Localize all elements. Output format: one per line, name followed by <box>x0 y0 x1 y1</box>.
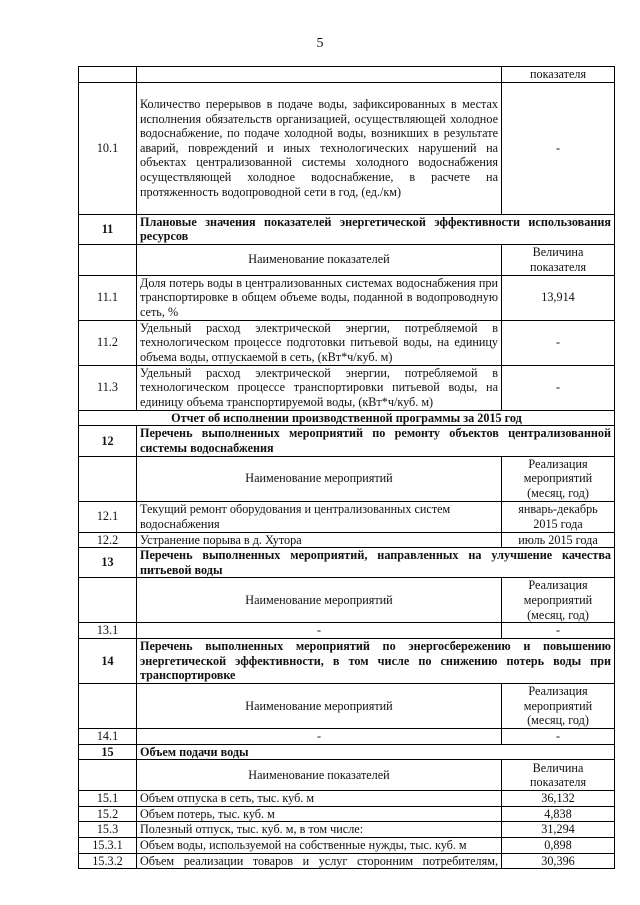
section-title: Перечень выполненных мероприятий по энергосбережению и повышению энергетической эффективности, в том числе по снижению потерь воды при транспортировке <box>137 638 615 683</box>
table-row <box>79 791 615 807</box>
column-header-value: Величина показателя <box>502 244 615 275</box>
indicator-value: 30,396 <box>502 853 615 869</box>
section-header-row <box>79 744 615 760</box>
activity-period: - <box>502 623 615 639</box>
indicator-name-cell <box>137 67 502 83</box>
row-number: 12.2 <box>79 532 137 548</box>
table-row <box>79 67 615 83</box>
indicator-unit-cell: показателя <box>502 67 615 83</box>
activity-name: Текущий ремонт оборудования и централизованных систем водоснабжения <box>137 501 502 532</box>
row-number: 14.1 <box>79 728 137 744</box>
section-header-row <box>79 214 615 244</box>
row-number-cell <box>79 67 137 83</box>
row-number-cell <box>79 760 137 791</box>
row-number: 13.1 <box>79 623 137 639</box>
table-row <box>79 853 615 869</box>
section-title: Объем подачи воды <box>137 744 615 760</box>
indicator-name: Объем реализации товаров и услуг сторонним потребителям, <box>137 853 502 869</box>
indicator-name: Полезный отпуск, тыс. куб. м, в том числе: <box>137 822 502 838</box>
table-row <box>79 837 615 853</box>
activity-name: Устранение порыва в д. Хутора <box>137 532 502 548</box>
section-title: Плановые значения показателей энергетической эффективности использования ресурсов <box>137 214 615 244</box>
section-number: 15 <box>79 744 137 760</box>
activity-period: - <box>502 728 615 744</box>
activity-period: январь-декабрь 2015 года <box>502 501 615 532</box>
row-number-cell <box>79 244 137 275</box>
program-report-table <box>78 66 615 869</box>
section-title: Перечень выполненных мероприятий, направленных на улучшение качества питьевой воды <box>137 548 615 578</box>
section-header-row <box>79 548 615 578</box>
column-header-value: Реализация мероприятий (месяц, год) <box>502 683 615 728</box>
column-header-row <box>79 683 615 728</box>
column-header-name: Наименование мероприятий <box>137 456 502 501</box>
section-number: 11 <box>79 214 137 244</box>
indicator-value: 4,838 <box>502 806 615 822</box>
table-row <box>79 532 615 548</box>
activity-name: - <box>137 728 502 744</box>
row-number: 15.1 <box>79 791 137 807</box>
section-header-row <box>79 638 615 683</box>
row-number: 15.3.2 <box>79 853 137 869</box>
column-header-value: Реализация мероприятий (месяц, год) <box>502 456 615 501</box>
table-row <box>79 501 615 532</box>
indicator-name: Объем отпуска в сеть, тыс. куб. м <box>137 791 502 807</box>
row-number: 11.2 <box>79 320 137 365</box>
column-header-name: Наименование показателей <box>137 244 502 275</box>
page-number: 5 <box>316 36 324 51</box>
column-header-value: Величина показателя <box>502 760 615 791</box>
row-number: 10.1 <box>79 82 137 214</box>
row-number: 15.3.1 <box>79 837 137 853</box>
row-number-cell <box>79 683 137 728</box>
indicator-value: 31,294 <box>502 822 615 838</box>
section-number: 13 <box>79 548 137 578</box>
indicator-name: Объем потерь, тыс. куб. м <box>137 806 502 822</box>
column-header-row <box>79 760 615 791</box>
table-row <box>79 275 615 320</box>
column-header-row <box>79 578 615 623</box>
row-number-cell <box>79 456 137 501</box>
indicator-value: 13,914 <box>502 275 615 320</box>
row-number: 11.1 <box>79 275 137 320</box>
indicator-value: 0,898 <box>502 837 615 853</box>
row-number: 15.3 <box>79 822 137 838</box>
column-header-name: Наименование показателей <box>137 760 502 791</box>
table-row <box>79 806 615 822</box>
table-row <box>79 623 615 639</box>
row-number: 15.2 <box>79 806 137 822</box>
table-row <box>79 82 615 214</box>
indicator-name: Количество перерывов в подаче воды, зафиксированных в местах исполнения обязательств организацией, осуществляющей холодное водоснабжение, по подаче холодной воды, возникших в результате аварий, повреждений и иных технологических нарушений на объектах централизованной системы холодного водоснабжения осуществляющей холодное водоснабжение, в расчете на протяженность водопроводной сети в год, (ед./км) <box>137 82 502 214</box>
indicator-value: - <box>502 82 615 214</box>
table-row <box>79 365 615 410</box>
table-row <box>79 822 615 838</box>
indicator-name: Удельный расход электрической энергии, потребляемой в технологическом процессе транспортировки питьевой воды, на единицу объема транспортируемой воды, (кВт*ч/куб. м) <box>137 365 502 410</box>
indicator-value: - <box>502 320 615 365</box>
indicator-name: Удельный расход электрической энергии, потребляемой в технологическом процессе подготовки питьевой воды, на единицу объема воды, отпускаемой в сеть, (кВт*ч/куб. м) <box>137 320 502 365</box>
column-header-value: Реализация мероприятий (месяц, год) <box>502 578 615 623</box>
section-header-row <box>79 426 615 456</box>
activity-period: июль 2015 года <box>502 532 615 548</box>
column-header-row <box>79 456 615 501</box>
section-number: 14 <box>79 638 137 683</box>
report-title: Отчет об исполнении производственной программы за 2015 год <box>79 410 615 426</box>
row-number: 12.1 <box>79 501 137 532</box>
column-header-row <box>79 244 615 275</box>
column-header-name: Наименование мероприятий <box>137 683 502 728</box>
row-number-cell <box>79 578 137 623</box>
table-row <box>79 728 615 744</box>
table-row <box>79 320 615 365</box>
indicator-name: Объем воды, используемой на собственные нужды, тыс. куб. м <box>137 837 502 853</box>
column-header-name: Наименование мероприятий <box>137 578 502 623</box>
activity-name: - <box>137 623 502 639</box>
section-number: 12 <box>79 426 137 456</box>
section-title: Перечень выполненных мероприятий по ремонту объектов централизованной системы водоснабжения <box>137 426 615 456</box>
indicator-value: - <box>502 365 615 410</box>
indicator-name: Доля потерь воды в централизованных системах водоснабжения при транспортировке в общем объеме воды, поданной в водопроводную сеть, % <box>137 275 502 320</box>
indicator-value: 36,132 <box>502 791 615 807</box>
report-title-row <box>79 410 615 426</box>
row-number: 11.3 <box>79 365 137 410</box>
